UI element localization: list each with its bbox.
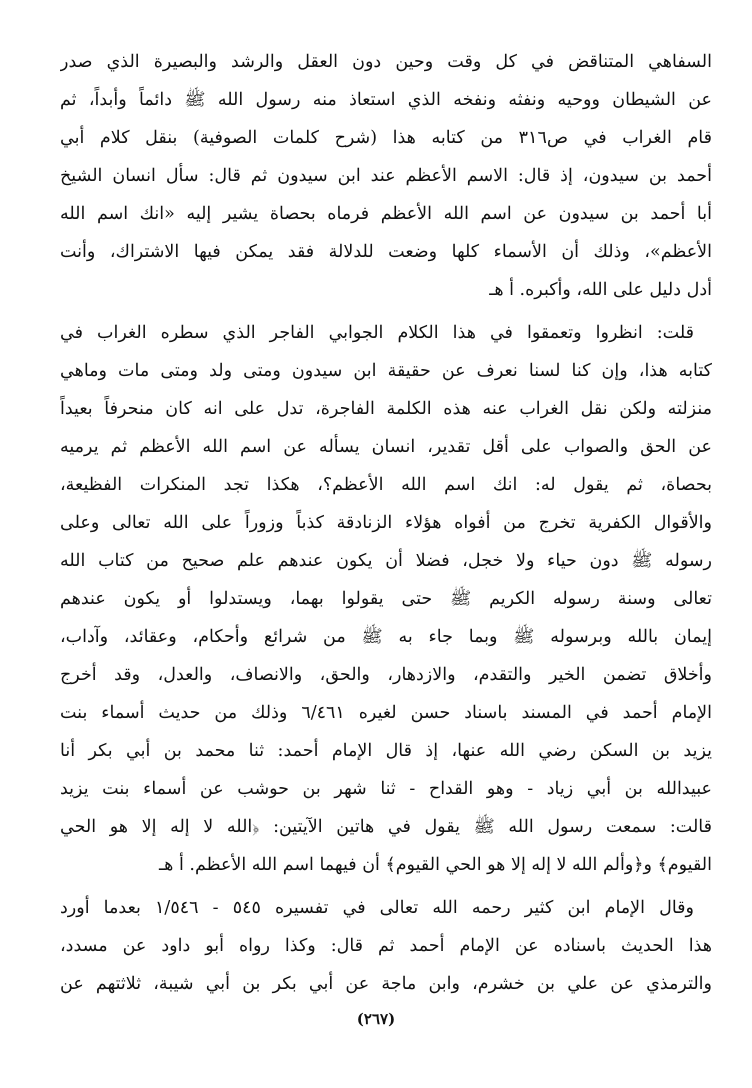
- text-line-24: هذا الحديث باسناده عن الإمام أحمد ثم قال: وكذا رواه أبو داود عن مسدد،: [60, 936, 712, 956]
- document-page: [60, 44, 712, 1044]
- text-line-14: رسوله ﷺ دون حياء ولا خجل، فضلا أن يكون عندهم علم صحيح من كتاب الله: [60, 551, 712, 571]
- text-line-19: يزيد بن السكن رضي الله عنها، إذ قال الإمام أحمد: ثنا محمد بن أبي بكر أنا: [60, 741, 712, 761]
- text-line-2: عن الشيطان ووحيه ونفثه ونفخه الذي استعاذ منه رسول الله ﷺ دائماً وأبداً، ثم: [60, 90, 712, 110]
- text-line-22: القيوم﴾ و﴿وألم الله لا إله إلا هو الحي القيوم﴾ أن فيهما اسم الله الأعظم. أ هـ: [159, 855, 712, 875]
- text-line-6: الأعظم»، وذلك أن الأسماء كلها وضعت للدلالة فقد يمكن فيها الاشتراك، وأنت: [60, 242, 712, 262]
- text-line-5: أبا أحمد بن سيدون عن اسم الله الأعظم فرماه بحصاة يشير إليه «انك اسم الله: [60, 204, 712, 224]
- text-line-9: كتابه هذا، وإن كنا لسنا نعرف عن حقيقة ابن سيدون ومتى ولد ومتى مات وماهي: [60, 361, 712, 381]
- text-line-3: قام الغراب في ص٣١٦ من كتابه هذا (شرح كلمات الصوفية) بنقل كلام أبي: [60, 128, 712, 148]
- text-line-8: قلت: انظروا وتعمقوا في هذا الكلام الجوابي الفاجر الذي سطره الغراب في: [60, 323, 694, 343]
- text-line-17: وأخلاق تضمن الخير والتقدم، والازدهار، والحق، والانصاف، والعدل، وقد أخرج: [60, 665, 712, 685]
- text-line-11: عن الحق والصواب على أقل تقدير، انسان يسأله عن اسم الله الأعظم ثم يرميه: [60, 437, 712, 457]
- text-line-16: إيمان بالله وبرسوله ﷺ وبما جاء به ﷺ من شرائع وأحكام، وعقائد، وآداب،: [60, 627, 712, 647]
- text-line-20: عبيدالله بن أبي زياد - وهو القداح - ثنا شهر بن حوشب عن أسماء بنت يزيد: [60, 779, 712, 799]
- text-line-21: قالت: سمعت رسول الله ﷺ يقول في هاتين الآيتين: ﴿الله لا إله إلا هو الحي: [60, 817, 712, 837]
- text-line-25: والترمذي عن علي بن خشرم، وابن ماجة عن أبي بكر بن أبي شيبة، ثلاثتهم عن: [60, 974, 712, 994]
- text-line-23: وقال الإمام ابن كثير رحمه الله تعالى في تفسيره ٥٤٥ - ١/٥٤٦ بعدما أورد: [60, 898, 694, 918]
- text-line-15: تعالى وسنة رسوله الكريم ﷺ حتى يقولوا بهما، ويستدلوا أو يكون عندهم: [60, 589, 712, 609]
- text-line-7: أدل دليل على الله، وأكبره. أ هـ: [489, 280, 712, 300]
- text-line-12: بحصاة، ثم يقول له: انك اسم الله الأعظم؟، هكذا تجد المنكرات الفظيعة،: [60, 475, 712, 495]
- text-line-4: أحمد بن سيدون، إذ قال: الاسم الأعظم عند ابن سيدون ثم قال: سأل انسان الشيخ: [60, 166, 712, 186]
- text-line-1: السفاهي المتناقض في كل وقت وحين دون العقل والرشد والبصيرة الذي صدر: [60, 52, 712, 72]
- page-number: (٢٦٧): [356, 1010, 396, 1028]
- text-line-10: منزلته ولكن نقل الغراب عنه هذه الكلمة الفاجرة، تدل على انه كان منحرفاً بعيداً: [60, 399, 712, 419]
- text-line-18: الإمام أحمد في المسند باسناد حسن لغيره ٦/٤٦١ وذلك من حديث أسماء بنت: [60, 703, 712, 723]
- text-line-13: والأقوال الكفرية تخرج من أفواه هؤلاء الزنادقة كذباً وزوراً على الله تعالى وعلى: [60, 513, 712, 533]
